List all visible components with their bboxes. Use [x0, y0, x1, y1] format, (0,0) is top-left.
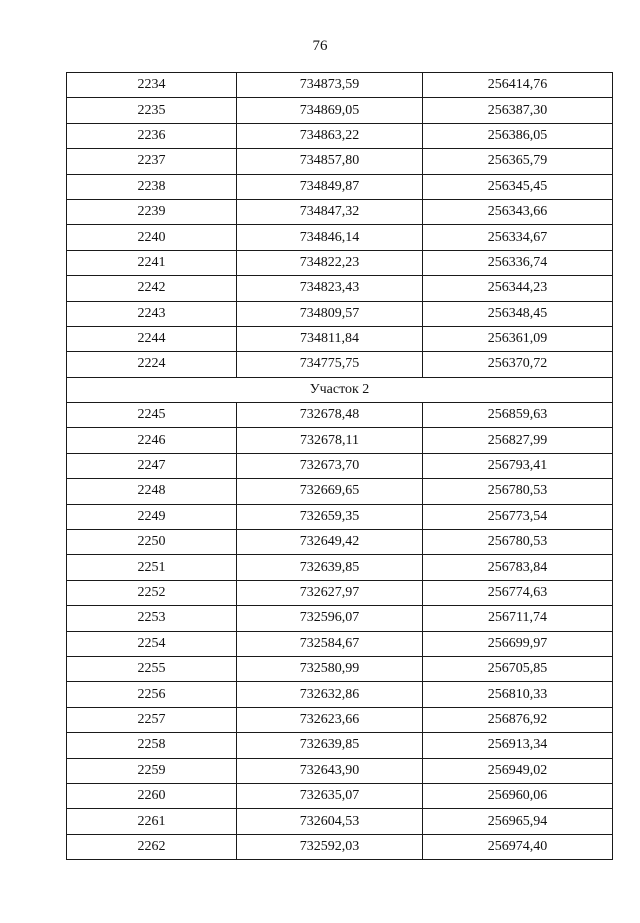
x-coordinate-cell: 734846,14: [237, 225, 423, 250]
table-row: [67, 453, 613, 478]
point-number-cell: 2242: [67, 276, 237, 301]
table-row: [67, 225, 613, 250]
table-row: [67, 403, 613, 428]
y-coordinate-cell: 256345,45: [423, 174, 613, 199]
x-coordinate-cell: 732632,86: [237, 682, 423, 707]
x-coordinate-cell: 732627,97: [237, 580, 423, 605]
table-row: [67, 758, 613, 783]
y-coordinate-cell: 256386,05: [423, 123, 613, 148]
x-coordinate-cell: 734863,22: [237, 123, 423, 148]
point-number-cell: 2243: [67, 301, 237, 326]
point-number-cell: 2241: [67, 250, 237, 275]
y-coordinate-cell: 256361,09: [423, 326, 613, 351]
x-coordinate-cell: 734847,32: [237, 199, 423, 224]
table-row: [67, 504, 613, 529]
point-number-cell: 2251: [67, 555, 237, 580]
table-row: [67, 276, 613, 301]
x-coordinate-cell: 734822,23: [237, 250, 423, 275]
y-coordinate-cell: 256773,54: [423, 504, 613, 529]
coordinates-table: [66, 72, 613, 860]
y-coordinate-cell: 256876,92: [423, 707, 613, 732]
point-number-cell: 2224: [67, 352, 237, 377]
point-number-cell: 2254: [67, 631, 237, 656]
x-coordinate-cell: 732584,67: [237, 631, 423, 656]
point-number-cell: 2247: [67, 453, 237, 478]
y-coordinate-cell: 256334,67: [423, 225, 613, 250]
table-row: [67, 250, 613, 275]
point-number-cell: 2235: [67, 98, 237, 123]
point-number-cell: 2259: [67, 758, 237, 783]
table-row: [67, 682, 613, 707]
x-coordinate-cell: 732669,65: [237, 479, 423, 504]
point-number-cell: 2244: [67, 326, 237, 351]
section-header-row-group: [67, 377, 613, 402]
table-row: [67, 555, 613, 580]
x-coordinate-cell: 734775,75: [237, 352, 423, 377]
point-number-cell: 2255: [67, 656, 237, 681]
x-coordinate-cell: 734869,05: [237, 98, 423, 123]
table-row: [67, 707, 613, 732]
y-coordinate-cell: 256783,84: [423, 555, 613, 580]
y-coordinate-cell: 256336,74: [423, 250, 613, 275]
y-coordinate-cell: 256348,45: [423, 301, 613, 326]
table-row: [67, 834, 613, 859]
point-number-cell: 2256: [67, 682, 237, 707]
y-coordinate-cell: 256859,63: [423, 403, 613, 428]
table-row: [67, 199, 613, 224]
point-number-cell: 2249: [67, 504, 237, 529]
table-row: [67, 98, 613, 123]
y-coordinate-cell: 256705,85: [423, 656, 613, 681]
x-coordinate-cell: 732659,35: [237, 504, 423, 529]
point-number-cell: 2257: [67, 707, 237, 732]
x-coordinate-cell: 732623,66: [237, 707, 423, 732]
point-number-cell: 2237: [67, 149, 237, 174]
table-row: [67, 733, 613, 758]
point-number-cell: 2250: [67, 530, 237, 555]
y-coordinate-cell: 256827,99: [423, 428, 613, 453]
y-coordinate-cell: 256780,53: [423, 479, 613, 504]
table-row: [67, 174, 613, 199]
x-coordinate-cell: 734849,87: [237, 174, 423, 199]
point-number-cell: 2261: [67, 809, 237, 834]
section-title: Участок 2: [67, 377, 613, 402]
y-coordinate-cell: 256913,34: [423, 733, 613, 758]
section-header-row: [67, 377, 613, 402]
table-row: [67, 656, 613, 681]
y-coordinate-cell: 256414,76: [423, 73, 613, 98]
x-coordinate-cell: 734873,59: [237, 73, 423, 98]
x-coordinate-cell: 732580,99: [237, 656, 423, 681]
y-coordinate-cell: 256387,30: [423, 98, 613, 123]
table-row: [67, 530, 613, 555]
x-coordinate-cell: 734857,80: [237, 149, 423, 174]
x-coordinate-cell: 732596,07: [237, 606, 423, 631]
point-number-cell: 2246: [67, 428, 237, 453]
x-coordinate-cell: 734809,57: [237, 301, 423, 326]
y-coordinate-cell: 256793,41: [423, 453, 613, 478]
table-row: [67, 479, 613, 504]
y-coordinate-cell: 256780,53: [423, 530, 613, 555]
x-coordinate-cell: 732604,53: [237, 809, 423, 834]
x-coordinate-cell: 732673,70: [237, 453, 423, 478]
point-number-cell: 2260: [67, 783, 237, 808]
table-row: [67, 809, 613, 834]
point-number-cell: 2253: [67, 606, 237, 631]
point-number-cell: 2248: [67, 479, 237, 504]
y-coordinate-cell: 256699,97: [423, 631, 613, 656]
x-coordinate-cell: 732649,42: [237, 530, 423, 555]
table-row: [67, 326, 613, 351]
point-number-cell: 2236: [67, 123, 237, 148]
y-coordinate-cell: 256365,79: [423, 149, 613, 174]
y-coordinate-cell: 256774,63: [423, 580, 613, 605]
point-number-cell: 2245: [67, 403, 237, 428]
table-body-part1: [67, 73, 613, 378]
point-number-cell: 2262: [67, 834, 237, 859]
y-coordinate-cell: 256974,40: [423, 834, 613, 859]
y-coordinate-cell: 256810,33: [423, 682, 613, 707]
table-body-part2: [67, 403, 613, 860]
point-number-cell: 2234: [67, 73, 237, 98]
table-row: [67, 352, 613, 377]
point-number-cell: 2240: [67, 225, 237, 250]
x-coordinate-cell: 734811,84: [237, 326, 423, 351]
table-row: [67, 428, 613, 453]
y-coordinate-cell: 256370,72: [423, 352, 613, 377]
x-coordinate-cell: 732643,90: [237, 758, 423, 783]
y-coordinate-cell: 256711,74: [423, 606, 613, 631]
table-row: [67, 606, 613, 631]
x-coordinate-cell: 732639,85: [237, 733, 423, 758]
x-coordinate-cell: 734823,43: [237, 276, 423, 301]
table-row: [67, 123, 613, 148]
x-coordinate-cell: 732592,03: [237, 834, 423, 859]
point-number-cell: 2258: [67, 733, 237, 758]
x-coordinate-cell: 732678,48: [237, 403, 423, 428]
table-row: [67, 149, 613, 174]
table-row: [67, 631, 613, 656]
table-row: [67, 73, 613, 98]
point-number-cell: 2239: [67, 199, 237, 224]
point-number-cell: 2238: [67, 174, 237, 199]
y-coordinate-cell: 256949,02: [423, 758, 613, 783]
table-row: [67, 580, 613, 605]
y-coordinate-cell: 256965,94: [423, 809, 613, 834]
point-number-cell: 2252: [67, 580, 237, 605]
x-coordinate-cell: 732639,85: [237, 555, 423, 580]
x-coordinate-cell: 732678,11: [237, 428, 423, 453]
table-row: [67, 301, 613, 326]
table-row: [67, 783, 613, 808]
y-coordinate-cell: 256344,23: [423, 276, 613, 301]
y-coordinate-cell: 256960,06: [423, 783, 613, 808]
x-coordinate-cell: 732635,07: [237, 783, 423, 808]
page-number: 76: [312, 38, 328, 54]
y-coordinate-cell: 256343,66: [423, 199, 613, 224]
